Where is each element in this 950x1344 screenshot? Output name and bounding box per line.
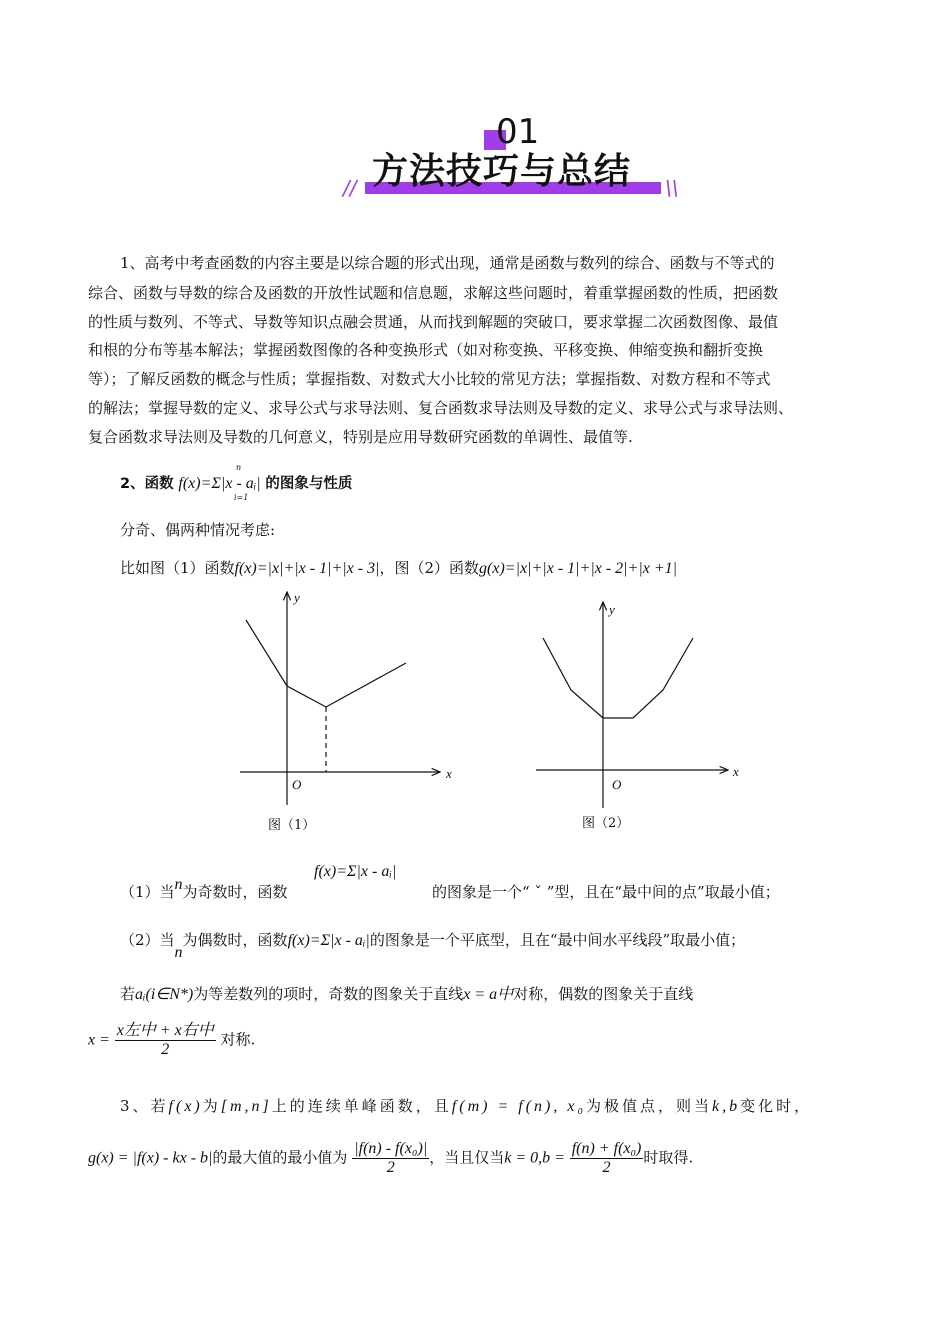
para1-line: 1、高考中考查函数的内容主要是以综合题的形式出现，通常是函数与数列的综合、函数与不等式的	[120, 254, 775, 272]
var-n: n	[174, 876, 183, 893]
f: f(x)	[168, 1098, 203, 1115]
sum-bottom: i=1	[234, 493, 249, 502]
f-formula: f(x)=|x|+|x - 1|+|x - 3|	[234, 560, 380, 577]
para1-line: 和根的分布等基本解法；掌握函数图像的各种变换形式（如对称变换、平移变换、伸缩变换和翻折变换	[88, 341, 764, 359]
intro-text: 分奇、偶两种情况考虑:	[120, 521, 276, 539]
para1-line: 复合函数求导法则及导数的几何意义，特别是应用导数研究函数的单调性、最值等.	[88, 428, 633, 446]
fraction-2	[570, 1140, 644, 1177]
lhs: x =	[88, 1031, 110, 1049]
text: 为偶数时，函数	[182, 931, 288, 949]
heading-prefix: 2、函数	[120, 476, 174, 492]
var-n: n	[174, 944, 183, 961]
sum-top: n	[236, 463, 242, 472]
text: 比如图（1）函数	[120, 559, 235, 577]
case1-formula: f(x)=Σ|x - aᵢ|	[314, 863, 397, 880]
axis-eq: x = a中	[463, 986, 514, 1003]
numerator: x左中 + x右中	[116, 1022, 214, 1039]
fig2-x-label: x	[733, 764, 739, 779]
text: 的最大值的最小值为	[212, 1148, 348, 1167]
symmetry-line-2	[88, 1022, 255, 1059]
ai-formula: aᵢ(i∈N*)	[135, 986, 194, 1003]
left-deco: //	[343, 176, 357, 200]
numerator: |f(n) - f(x₀)|	[354, 1140, 428, 1157]
g-formula: g(x)=|x|+|x - 1|+|x - 2|+|x +1|	[479, 560, 678, 577]
condition: k = 0,b =	[504, 1149, 565, 1167]
para1-line: 的解法；掌握导数的定义、求导公式与求导法则、复合函数求导法则及导数的定义、求导公式与求导法则、	[88, 399, 794, 417]
text: ，当且仅当	[429, 1148, 505, 1167]
case2-formula: f(x)=Σ|x - aᵢ|	[287, 932, 370, 949]
para1-line: 的性质与数列、不等式、导数等知识点融会贯通，从而找到解题的突破口，要求掌握二次函数图像、最值	[88, 313, 779, 331]
fig1-x-label: x	[446, 766, 452, 781]
sum-formula: f(x)=Σ|x - aᵢ|	[178, 475, 261, 492]
text: 3、若	[120, 1097, 169, 1115]
figure-2	[536, 602, 728, 808]
case2-line	[120, 930, 746, 961]
heading-suffix: 的图象与性质	[265, 476, 353, 492]
denominator: 2	[602, 1159, 611, 1176]
section-title: 方法技巧与总结	[372, 151, 632, 192]
eq: f(m) = f(n), x₀	[451, 1098, 587, 1115]
denominator: 2	[386, 1159, 395, 1176]
text: 时取得.	[643, 1148, 694, 1167]
fig2-y-label: y	[609, 602, 615, 617]
case1-line	[120, 876, 288, 903]
text: 为极值点，则当	[586, 1097, 713, 1115]
interval: [m,n]	[220, 1098, 272, 1115]
para1-line: 综合、函数与导数的综合及函数的开放性试题和信息题，求解这些问题时，着重掌握函数的性质，把函数	[88, 284, 779, 302]
denominator: 2	[161, 1041, 170, 1058]
text: 对称.	[220, 1030, 256, 1049]
text: ，图（2）函数	[379, 559, 480, 577]
text: 若	[120, 985, 136, 1003]
fig1-y-label: y	[294, 590, 300, 605]
kb: k,b	[712, 1098, 741, 1115]
text: 对称，偶数的图象关于直线	[513, 985, 694, 1003]
section3-line2	[88, 1140, 693, 1177]
text: 上的连续单峰函数，且	[271, 1097, 452, 1115]
text: 为奇数时，函数	[182, 883, 288, 901]
symmetry-line	[120, 984, 693, 1005]
text: 变化时，	[740, 1097, 813, 1115]
fig2-caption: 图（2）	[582, 816, 630, 831]
text: （2）当	[120, 931, 175, 949]
fig1-origin: O	[292, 777, 302, 792]
right-deco: \\	[665, 176, 679, 200]
para1-line: 等）；了解反函数的概念与性质；掌握指数、对数式大小比较的常见方法；掌握指数、对数方程和不等式	[88, 370, 771, 388]
fig2-origin: O	[612, 777, 622, 792]
graph-f	[246, 620, 406, 707]
text: 的图象是一个平底型，且在“最中间水平线段”取最小值；	[369, 931, 746, 949]
graph-g	[543, 638, 693, 718]
g-formula: g(x) = |f(x) - kx - b|	[88, 1149, 213, 1167]
fraction	[115, 1022, 216, 1059]
section3-line1	[120, 1096, 812, 1117]
fraction-1	[352, 1140, 429, 1177]
text: （1）当	[120, 883, 175, 901]
numerator: f(n) + f(x₀)	[571, 1140, 642, 1157]
text: 为等差数列的项时，奇数的图象关于直线	[193, 985, 464, 1003]
text: 为	[202, 1097, 221, 1115]
figure-1	[240, 592, 440, 805]
case1-tail: 的图象是一个“ ˇ ”型，且在“最中间的点”取最小值；	[432, 883, 780, 901]
section-number: 01	[496, 112, 540, 152]
fig1-caption: 图（1）	[268, 818, 316, 833]
